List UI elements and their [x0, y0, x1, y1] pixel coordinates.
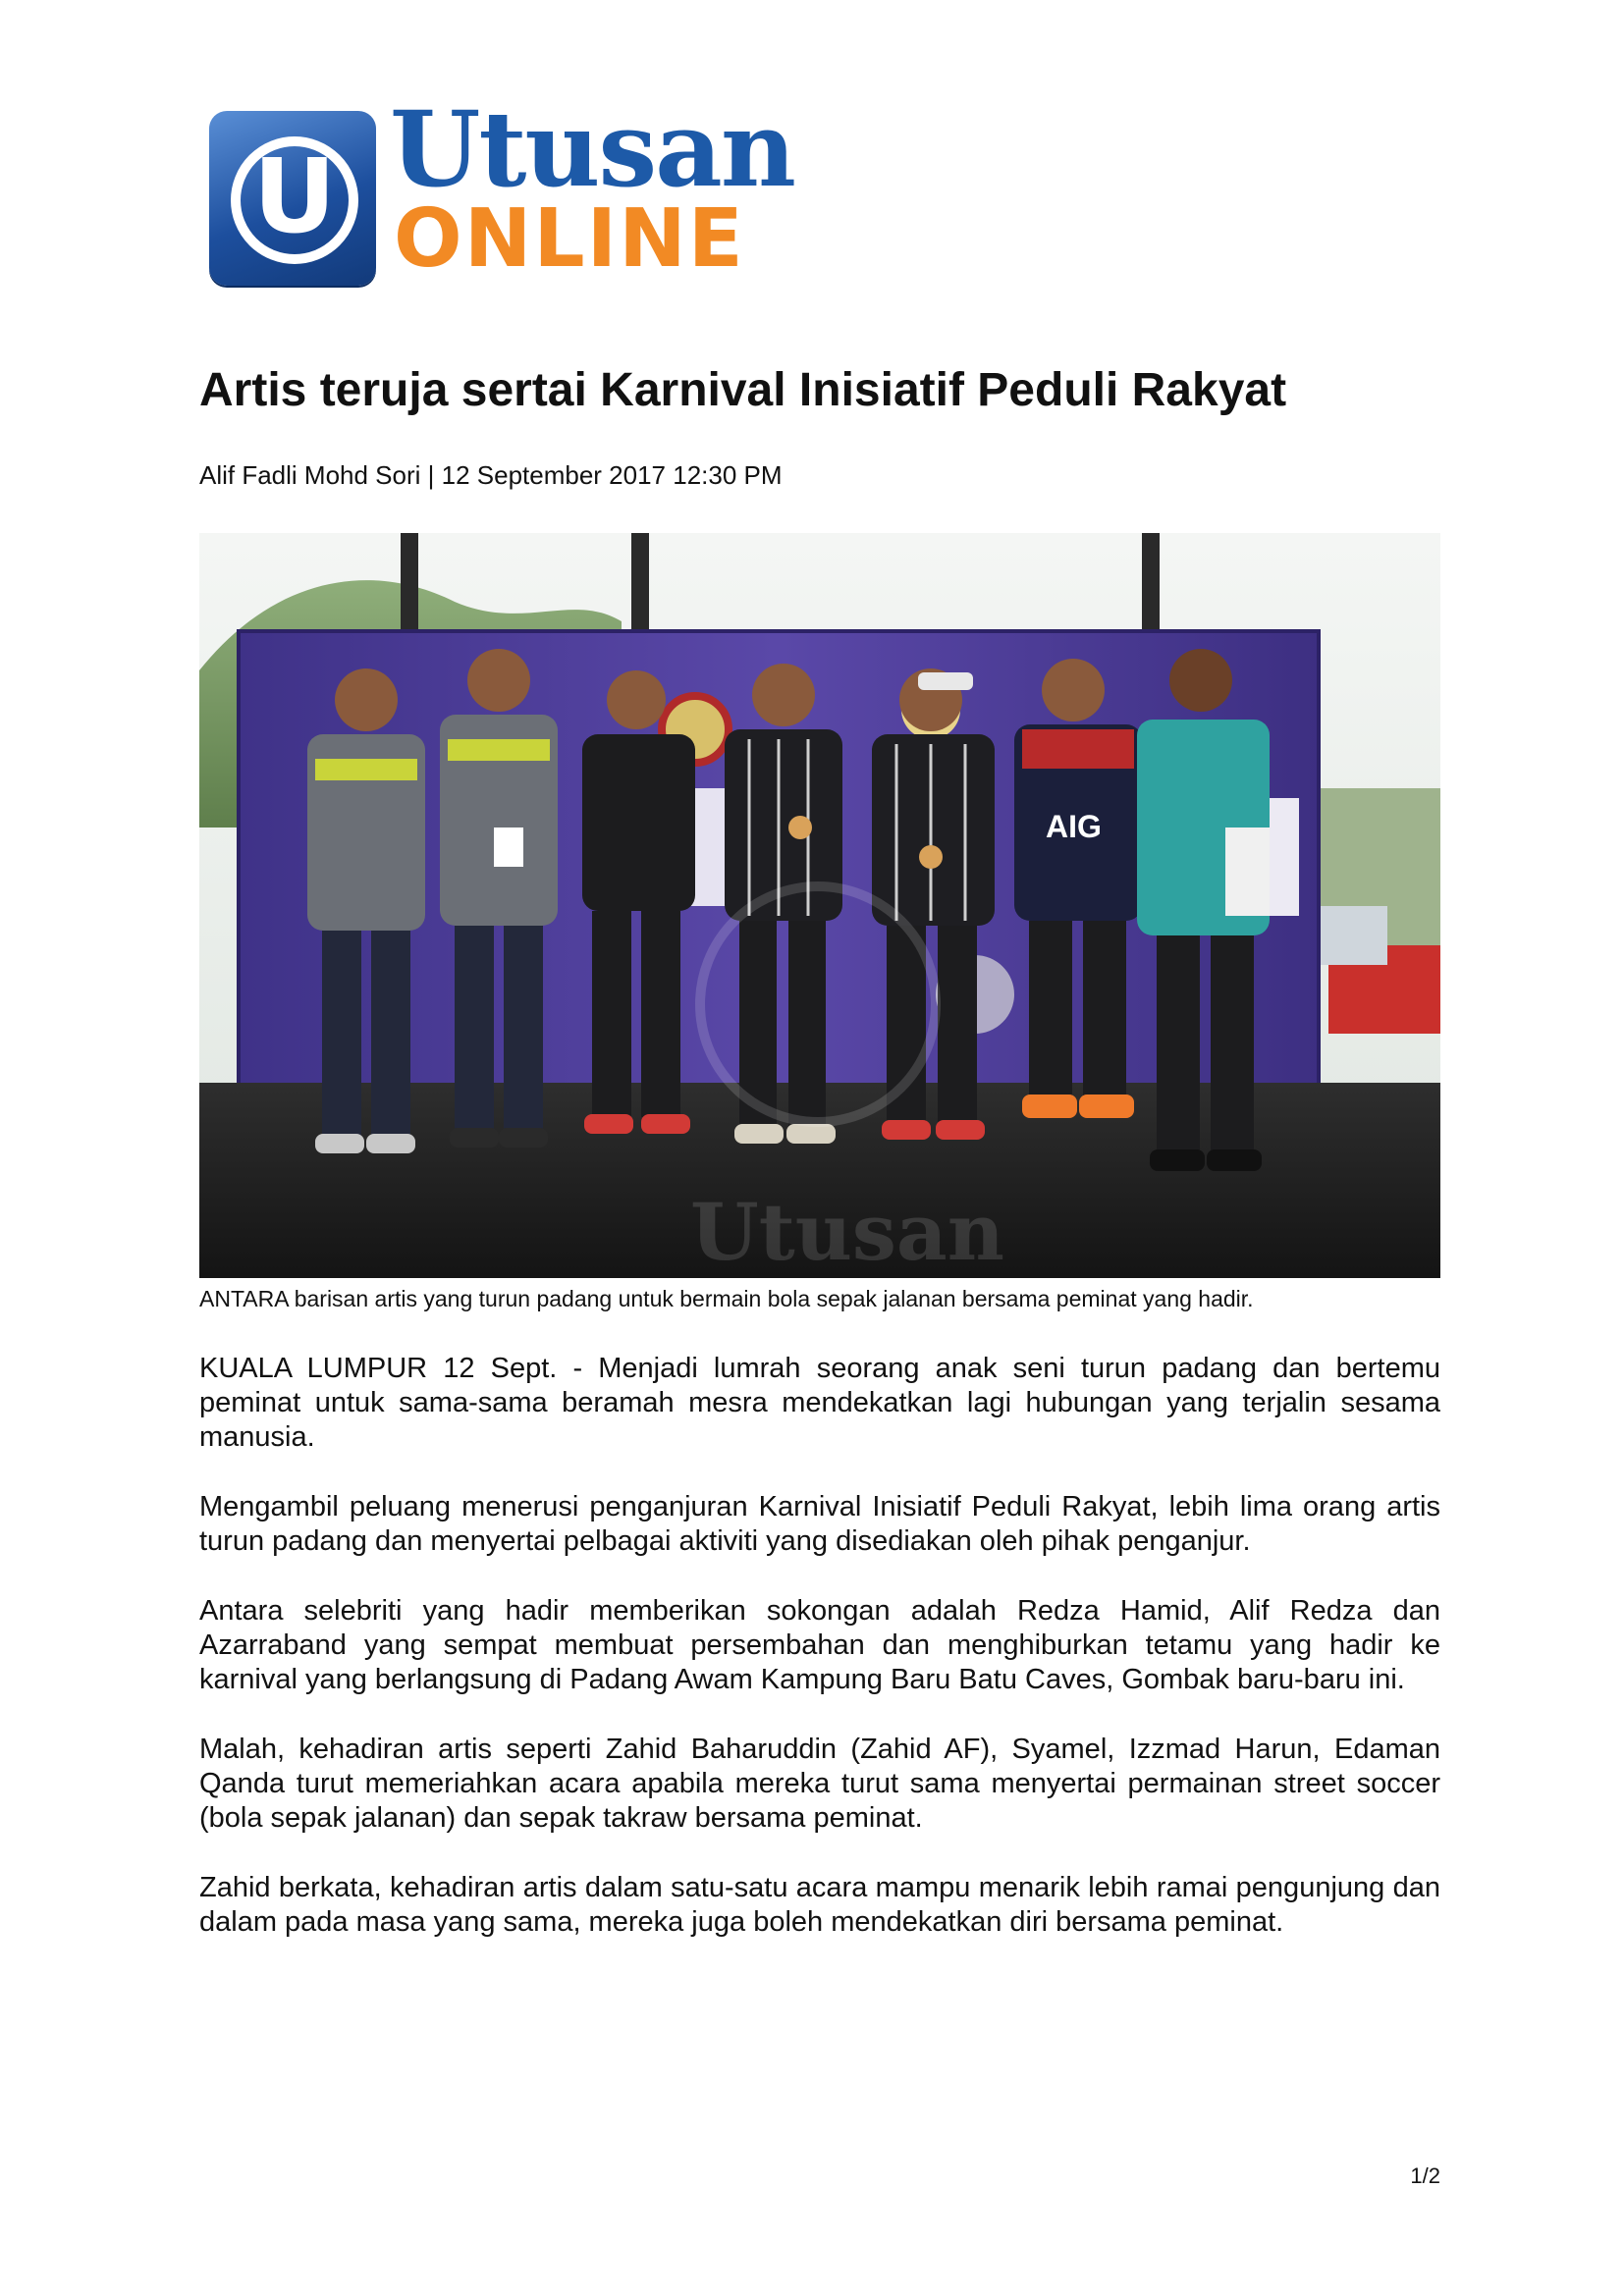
article-paragraph: KUALA LUMPUR 12 Sept. - Menjadi lumrah seorang anak seni turun padang dan bertemu peminat untuk sama-sama beramah mesra mendekatkan lagi hubungan yang terjalin sesama manusia.: [199, 1353, 1440, 1453]
logo-badge-letter: U: [252, 136, 337, 256]
page-number: 1/2: [1410, 2163, 1440, 2188]
article-paragraph: Zahid berkata, kehadiran artis dalam satu-satu acara mampu menarik lebih ramai pengunjung dan dalam pada masa yang sama, mereka juga boleh mendekatkan diri bersama peminat.: [199, 1872, 1440, 1938]
article-photo: [199, 533, 1440, 1278]
photo-caption: ANTARA barisan artis yang turun padang untuk bermain bola sepak jalanan bersama peminat yang hadir.: [199, 1286, 1254, 1311]
article-headline: Artis teruja sertai Karnival Inisiatif Peduli Rakyat: [199, 364, 1287, 416]
article-byline: Alif Fadli Mohd Sori | 12 September 2017 12:30 PM: [199, 460, 783, 490]
utusan-online-logo[interactable]: [201, 87, 794, 290]
article-paragraph: Mengambil peluang menerusi penganjuran Karnival Inisiatif Peduli Rakyat, lebih lima orang artis turun padang dan menyertai pelbagai aktiviti yang disediakan oleh pihak penganjur.: [199, 1491, 1440, 1557]
logo-badge-icon: [209, 111, 376, 286]
photo-jersey-text: AIG: [1046, 809, 1102, 844]
photo-watermark-text: Utusan: [690, 1186, 1004, 1278]
article-body: [199, 1352, 1440, 1975]
logo-wordmark-bottom: ONLINE: [394, 192, 745, 286]
logo-wordmark-top: Utusan: [390, 87, 794, 210]
article-paragraph: Antara selebriti yang hadir memberikan sokongan adalah Redza Hamid, Alif Redza dan Azarraband yang sempat membuat persembahan dan menghiburkan tetamu yang hadir ke karnival yang berlangsung di Padang Awam Kampung Baru Batu Caves, Gombak baru-baru ini.: [199, 1595, 1440, 1695]
article-paragraph: Malah, kehadiran artis seperti Zahid Baharuddin (Zahid AF), Syamel, Izzmad Harun, Edaman Qanda turut memeriahkan acara apabila mereka turut sama menyertai permainan street soccer (bola sepak jalanan) dan sepak takraw bersama peminat.: [199, 1734, 1440, 1834]
